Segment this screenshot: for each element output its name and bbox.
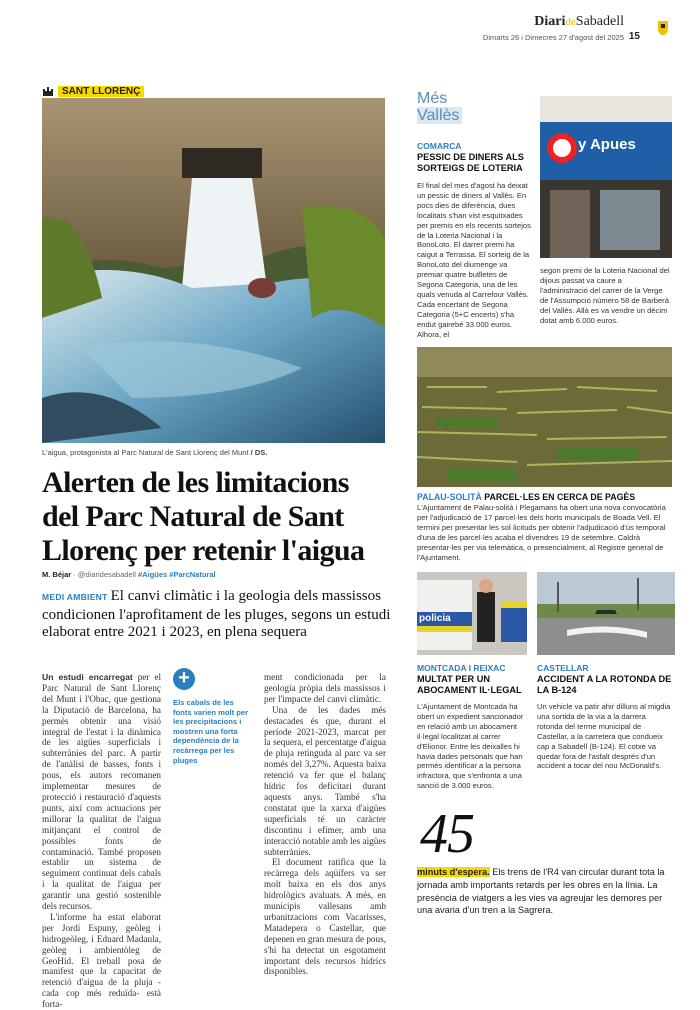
van-label: policia bbox=[419, 613, 451, 624]
brand-main: Diari bbox=[534, 14, 566, 29]
palau-section: PALAU-SOLITÀ bbox=[417, 492, 482, 502]
r4-big-number: 45 bbox=[420, 803, 474, 865]
caption-credit: / DS. bbox=[250, 448, 268, 457]
byline-handle: @diaridesabadell bbox=[77, 570, 136, 579]
lead-bold: Un estudi encarregat bbox=[42, 672, 133, 682]
lottery-shop-photo bbox=[540, 96, 672, 258]
sidebar-title bbox=[417, 90, 462, 124]
issue-date: Dimarts 26 i Dimecres 27 d'agost del 2025 bbox=[482, 33, 624, 42]
palau-body: L'Ajuntament de Palau-solità i Plegamans ha obert una nova convocatòria per l'adjudicació de 17 parcel·les dels horts municipals de Boada Vell. El termini per presentar les sol·licituds per obtenir l'adjudicació d'ús temporal d'una de les parcel·les acaba el divendres 19 de setembre. Caldrà presentar-les per via telemàtica, o presencialment, al Registre general de l'Ajuntament. bbox=[417, 503, 666, 562]
loteria-body-2: segon premi de la Loteria Nacional del dijous passat va caure a l'administració del carrer de la Verge de l'Assumpció número 58 de Barberà del Vallès. Allà es va vendre un dècim dotat amb 6.000 euros. bbox=[540, 266, 670, 325]
palau-headline: PARCEL·LES EN CERCA DE PAGÈS bbox=[484, 492, 636, 502]
body-col1b-text: L'informe ha estat elaborat per Jordi Espuny, geòleg i hidrogeòleg, i Eduard Madaula, geòleg i ambientòleg de GeoHid. El treball posa de manifest que la capacitat de retenció d'aigua de la pluja -cada cop més reduïda- està forta- bbox=[42, 911, 161, 1010]
montcada-section: MONTCADA I REIXAC bbox=[417, 663, 506, 673]
montcada-headline: MULTAT PER UN ABOCAMENT IL·LEGAL bbox=[417, 674, 522, 695]
castellar-body: Un vehicle va patir ahir dilluns al migdia una sortida de la via a la darrera rotonda del terme municipal de Castellar, a la carretera que condueix cap a Sabadell (B-124). El cotxe va quedar fora de l'asfalt després d'un accident a tocar del nou McDonald's. bbox=[537, 702, 671, 771]
pullquote-block bbox=[173, 668, 253, 765]
plus-icon: + bbox=[173, 668, 195, 690]
caption-text: L'aigua, protagonista al Parc Natural de Sant Llorenç del Munt bbox=[42, 448, 249, 457]
byline-author: M. Béjar bbox=[42, 570, 72, 579]
body-col3b-text: Una de les dades més destacades és que, durant el període 2021-2023, marcat per la sequera, el percentatge d'aigua de pluja retinguda al parc va ser només del 3,27%. Aquesta baixa retenció va fer que el balanç hídric fos deficitari durant aquests anys. També s'ha constatat que la xarxa d'aigües superficials té un caràcter discontinu i efímer, amb una interacció notable amb les aigües subterrànies. bbox=[264, 704, 386, 857]
masthead bbox=[370, 14, 670, 46]
section-label bbox=[42, 84, 144, 98]
byline-tags[interactable]: #Aigües #ParcNatural bbox=[138, 570, 216, 579]
r4-highlight: minuts d'espera. bbox=[417, 867, 490, 877]
brand-de: de bbox=[565, 16, 576, 28]
r4-body: Els trens de l'R4 van circular durant tota la jornada amb importants retards per les obres en la línia. La presència de viatgers a les vies va agreujar les demores per una avaria d'un tren a la Sagrera. bbox=[417, 867, 665, 916]
sidebar-title-line1: Més bbox=[417, 90, 448, 107]
castellar-section: CASTELLAR bbox=[537, 663, 589, 673]
garden-plots-photo bbox=[417, 347, 672, 487]
loteria-section: COMARCA bbox=[417, 141, 462, 151]
montcada-body: L'Ajuntament de Montcada ha obert un expedient sancionador en relació amb un abocament il·legal localitzat al carrer d'Elionor. Entre les deixalles hi havia dades personals que han permès identificar a la persona infractora, que s'enfronta a una sanció de 3.000 euros. bbox=[417, 702, 524, 791]
shield-icon bbox=[656, 20, 670, 36]
page-number: 15 bbox=[628, 31, 640, 42]
shop-sign-text: y Apues bbox=[578, 136, 636, 153]
roundabout-photo bbox=[537, 572, 675, 655]
brand-logo bbox=[534, 14, 624, 30]
loteria-headline: PESSIC DE DINERS ALS SORTEIGS DE LOTERIA bbox=[417, 152, 524, 173]
section-name: SANT LLORENÇ bbox=[58, 86, 144, 97]
byline: M. Béjar · @diaridesabadell #Aigües #ParcNatural bbox=[42, 570, 216, 579]
dek-kicker: MEDI AMBIENT bbox=[42, 592, 108, 602]
body-column-3 bbox=[264, 672, 386, 977]
pullquote-text: Els cabals de les fonts varien molt per les precipitacions i mostren una forta dependència de la recàrrega per les pluges bbox=[173, 698, 249, 765]
palau-heading bbox=[417, 492, 635, 502]
body-column-1 bbox=[42, 672, 161, 1010]
body-col1-text: per el Parc Natural de Sant Llorenç del Munt i l'Obac, que gestiona la Diputació de Barcelona, ha permès obtenir una visió integral de l'estat i la dinàmica de les aigües superficials i subterrànies del parc. A partir de l'anàlisi de basses, fonts i pous, els autors recomanen implementar mesures de protecció i restauració d'aquests punts, així com actuacions per millorar la qualitat de l'aigua mitjançant el control de possibles fonts de contaminació. També proposen establir un sistema de seguiment continuat dels cabals i la qualitat de l'aigua per garantir una gestió sostenible dels recursos. bbox=[42, 672, 161, 912]
waterfall-photo bbox=[42, 98, 385, 443]
body-col3c-text: El document ratifica que la recàrrega dels aqüífers va ser molt baixa en els dos anys hidrològics avaluats. A més, en municipis vallesans amb urbanitzacions com Vacarisses, Matadepera o Castellar, que depenen en gran mesura de pous, s'hi ha detectat un esgotament important dels recursos hídrics disponibles. bbox=[264, 857, 386, 977]
dek bbox=[42, 588, 397, 642]
sidebar-title-line2: Vallès bbox=[417, 107, 462, 124]
r4-text bbox=[417, 866, 679, 917]
castle-icon bbox=[42, 85, 54, 97]
castellar-headline: ACCIDENT A LA ROTONDA DE LA B-124 bbox=[537, 674, 672, 695]
dek-text: El canvi climàtic i la geologia dels massissos condicionen l'aprofitament de les pluges, segons un estudi elaborat entre 2021 i 2023, en plena sequera bbox=[42, 588, 391, 640]
main-headline: Alerten de les limitacions del Parc Natural de Sant Llorenç per retenir l'aigua bbox=[42, 466, 365, 567]
photo-caption bbox=[42, 448, 267, 457]
body-col3a-text: ment condicionada per la geologia pròpia dels massissos i per l'impacte del canvi climàtic. bbox=[264, 672, 386, 704]
police-van-photo bbox=[417, 572, 527, 655]
loteria-body: El final del mes d'agost ha deixat un pessic de diners al Vallès. En pocs dies de diferència, dues localitats s'han vist esquitxades per premis en els recents sortejos de la Loteria Nacional i la BonoLoto. El darrer premi ha caigut a Terrassa. El sorteig de la BonoLoto del diumenge va premiar quatre butlletes de Segona Categoria, una de les quals venuda al Carrefour Vallès. Cada encertant de Segona Categoria (5+C encerts) s'ha endut gairebé 33.000 euros. Alhora, el bbox=[417, 181, 531, 339]
brand-city: Sabadell bbox=[575, 14, 624, 29]
